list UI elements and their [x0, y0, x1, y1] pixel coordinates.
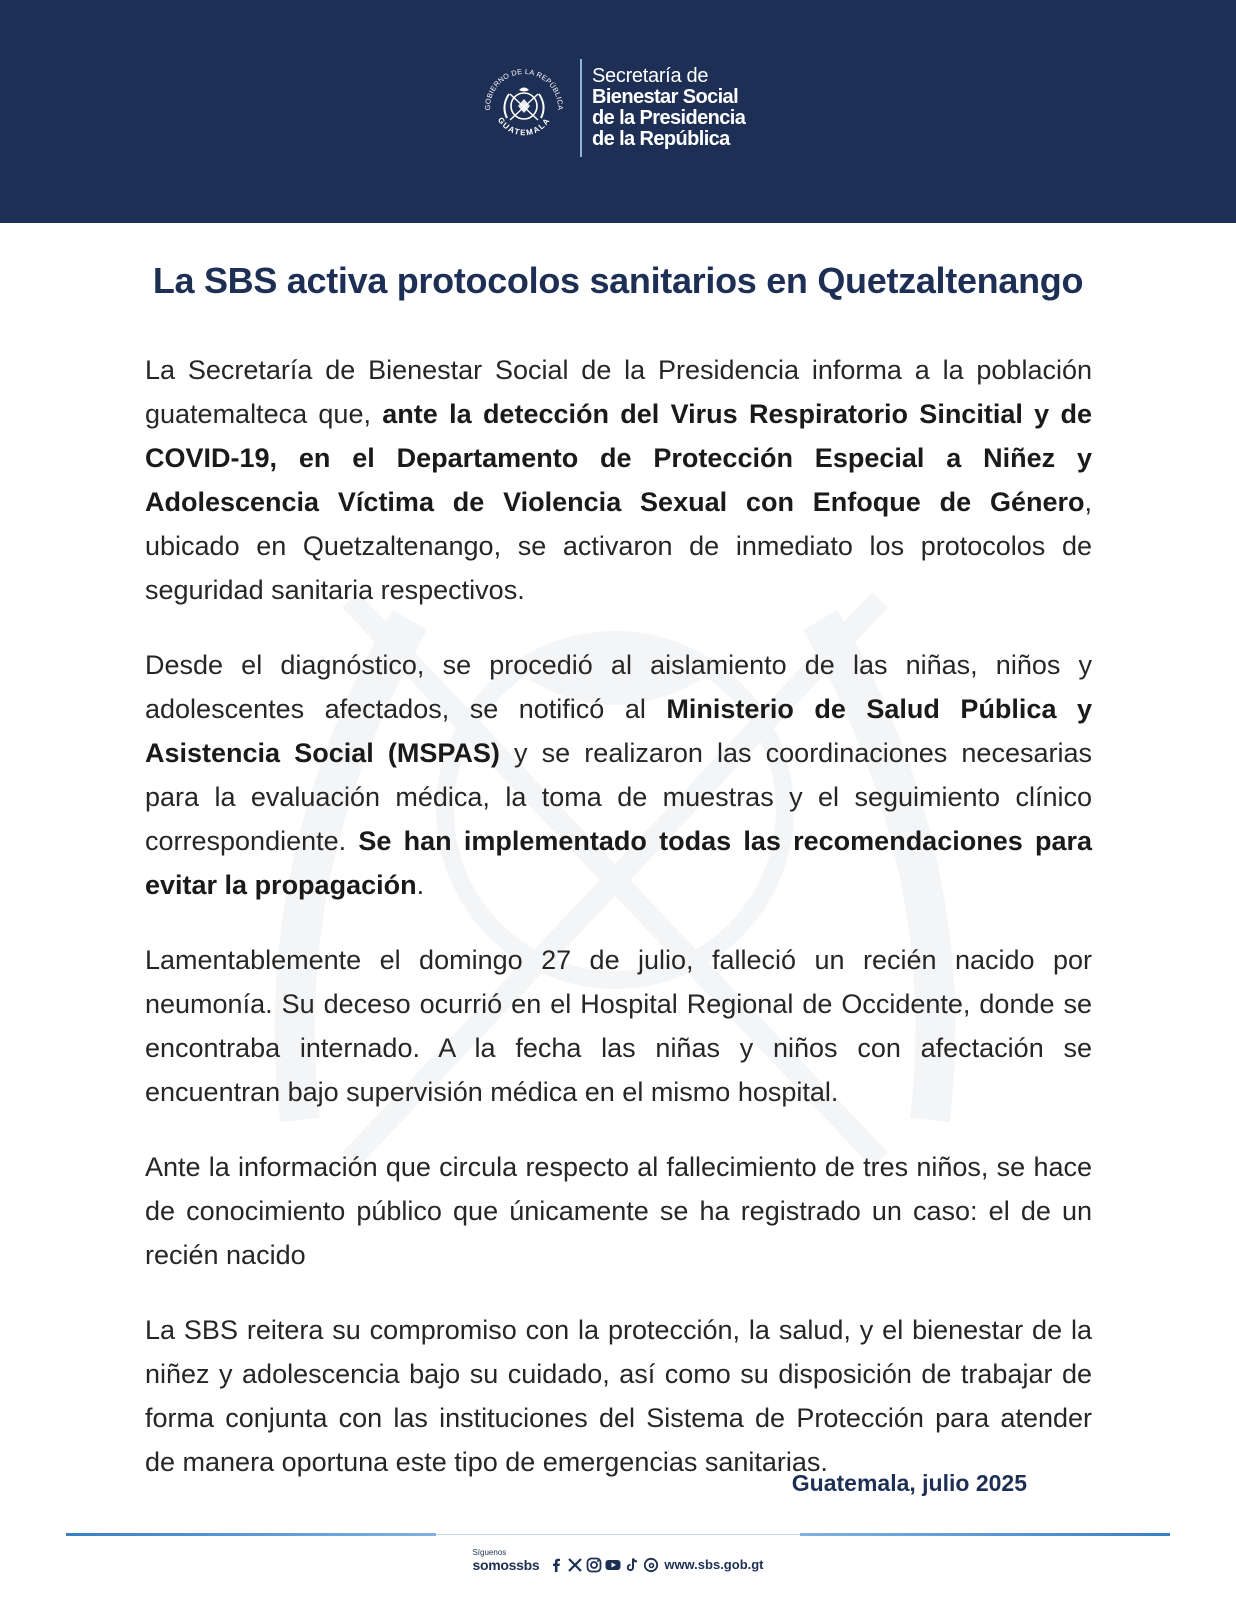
paragraph-3: Lamentablemente el domingo 27 de julio, falleció un recién nacido por neumonía. Su deceso ocurrió en el Hospital Regional de Occidente, donde se encontraba internado. A la fecha las niñas y niños con afectación se encuentran bajo supervisión médica en el mismo hospital.: [145, 945, 1092, 1107]
guatemala-seal-icon: [474, 58, 574, 158]
tiktok-icon[interactable]: [624, 1557, 640, 1573]
page-title: La SBS activa protocolos sanitarios en Quetzaltenango: [152, 260, 1084, 301]
follow-block: [472, 1548, 539, 1573]
logo-line-2: Bienestar Social: [592, 86, 739, 108]
social-handle[interactable]: somossbs: [472, 1557, 540, 1573]
website-link[interactable]: www.sbs.gob.gt: [664, 1557, 764, 1572]
footer: [0, 1548, 1236, 1573]
place-date-signoff: Guatemala, julio 2025: [791, 1470, 1027, 1496]
footer-rule-left: [66, 1533, 436, 1536]
instagram-icon[interactable]: [586, 1557, 602, 1573]
press-release-body: [145, 348, 1092, 1515]
logo-line-1: Secretaría de: [592, 65, 709, 87]
threads-icon[interactable]: [643, 1557, 659, 1573]
svg-text:GUATEMALA: GUATEMALA: [495, 115, 553, 138]
header-banner: [0, 0, 1236, 223]
paragraph-2: Desde el diagnóstico, se procedió al aislamiento de las niñas, niños y adolescentes afectados, se notificó al Ministerio de Salud Pública y Asistencia Social (MSPAS) y se realizaron las coordinaciones necesarias para la evaluación médica, la toma de muestras y el seguimiento clínico correspondiente. Se han implementado todas las recomendaciones para evitar la propagación.: [145, 650, 1092, 900]
follow-label: Síguenos: [472, 1548, 507, 1557]
footer-rule-right: [800, 1533, 1170, 1536]
paragraph-5: La SBS reitera su compromiso con la protección, la salud, y el bienestar de la niñez y adolescencia bajo su cuidado, así como su disposición de trabajar de forma conjunta con las instituciones del Sistema de Protección para atender de manera oportuna este tipo de emergencias sanitarias.: [145, 1315, 1092, 1477]
logo-line-4: de la República: [592, 128, 730, 150]
logo-wordmark: [592, 66, 745, 150]
footer-rule-middle: [436, 1534, 800, 1535]
x-icon[interactable]: [567, 1557, 583, 1573]
svg-text:GOBIERNO DE LA REPÚBLICA: GOBIERNO DE LA REPÚBLICA: [482, 66, 566, 111]
facebook-icon[interactable]: [548, 1557, 564, 1573]
paragraph-1: La Secretaría de Bienestar Social de la Presidencia informa a la población guatemalteca que, ante la detección del Virus Respiratorio Sincitial y de COVID-19, en el Departamento de Protección Especial a Niñez y Adolescencia Víctima de Violencia Sexual con Enfoque de Género, ubicado en Quetzaltenango, se activaron de inmediato los protocolos de seguridad sanitaria respectivos.: [145, 355, 1092, 605]
paragraph-4: Ante la información que circula respecto al fallecimiento de tres niños, se hace de conocimiento público que únicamente se ha registrado un caso: el de un recién nacido: [145, 1152, 1092, 1270]
social-icons: [548, 1557, 659, 1573]
logo-line-3: de la Presidencia: [592, 107, 746, 129]
logo-divider: [580, 59, 582, 157]
youtube-icon[interactable]: [605, 1557, 621, 1573]
sbs-logo: [474, 58, 745, 158]
